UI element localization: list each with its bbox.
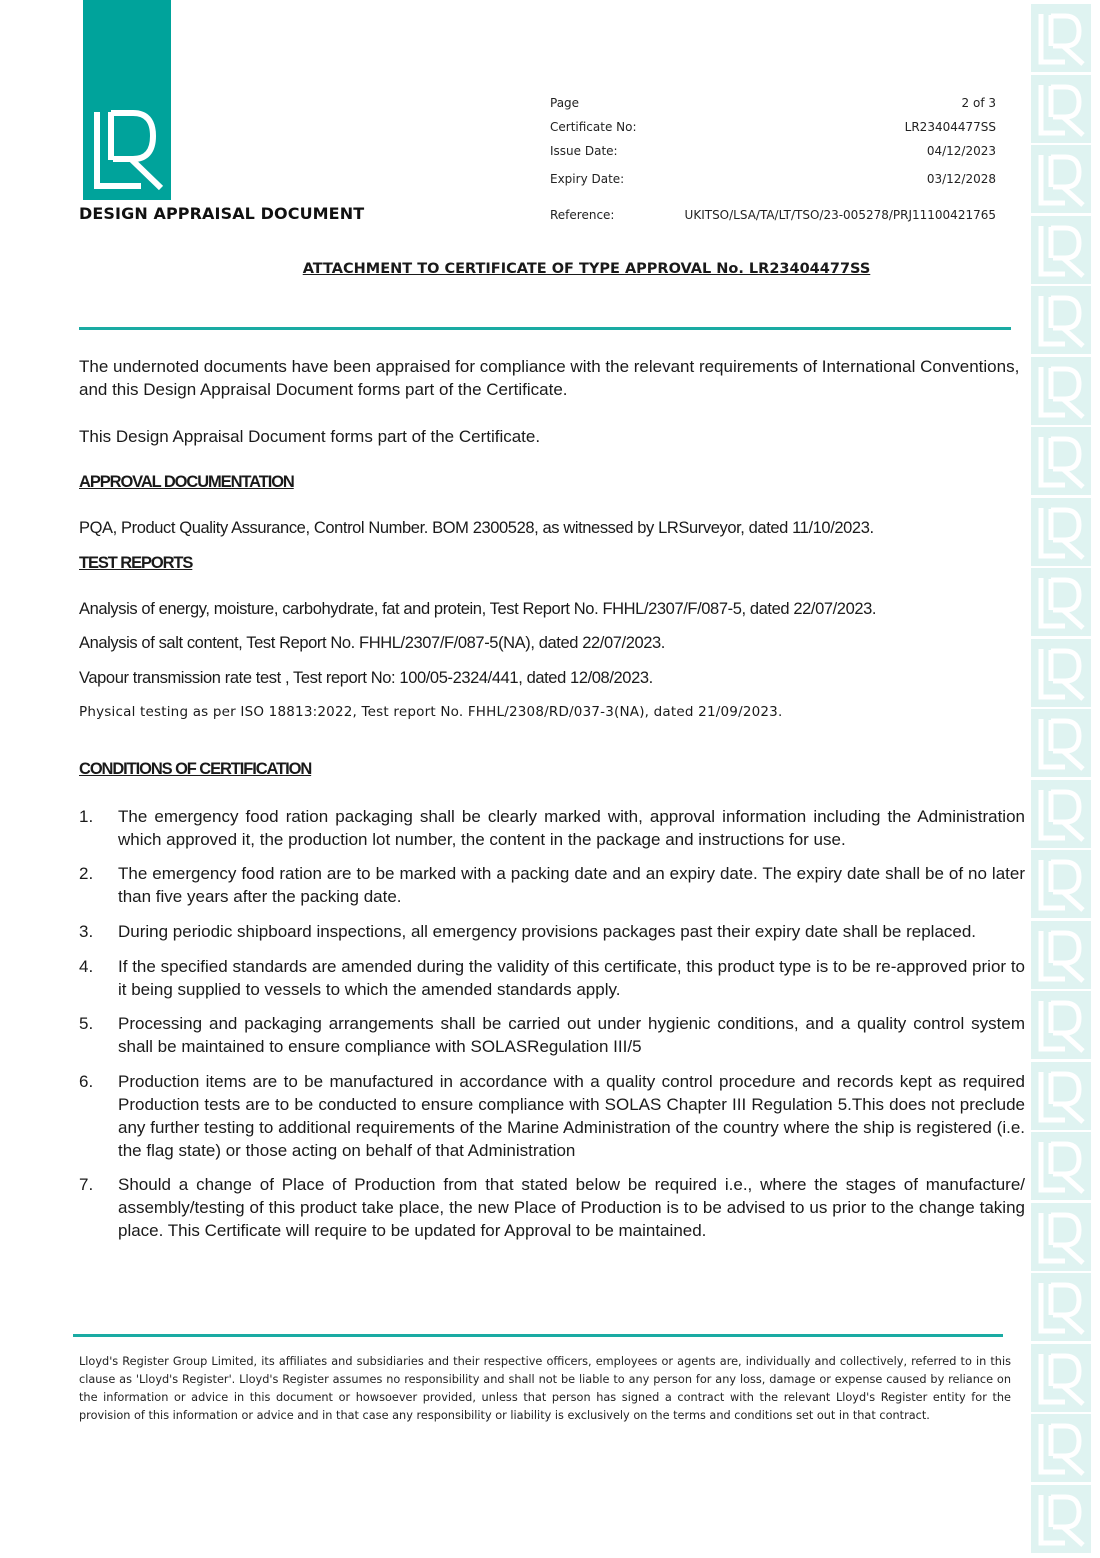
test-report-item: Physical testing as per ISO 18813:2022, Test report No. FHHL/2308/RD/037-3(NA), dated 21/09/2023.	[79, 704, 783, 720]
lr-watermark-icon	[1031, 216, 1091, 284]
page-value: 2 of 3	[961, 96, 996, 110]
certificate-no-label: Certificate No:	[550, 120, 637, 134]
condition-item	[79, 1012, 1025, 1058]
lr-watermark-icon	[1031, 1203, 1091, 1271]
approval-document-item: PQA, Product Quality Assurance, Control Number. BOM 2300528, as witnessed by LRSurveyor, dated 11/10/2023.	[79, 519, 874, 537]
condition-text: The emergency food ration packaging shall be clearly marked with, approval information including the Administration which approved it, the production lot number, the content in the package and instructions for use.	[118, 807, 1025, 849]
lr-watermark-icon	[1031, 1273, 1091, 1341]
lloyds-register-logo	[83, 0, 171, 200]
footer-divider	[73, 1334, 1003, 1337]
condition-number: 5.	[79, 1014, 94, 1033]
expiry-date-value: 03/12/2028	[926, 172, 996, 186]
reference-label: Reference:	[550, 208, 615, 222]
condition-item	[79, 920, 1025, 943]
lr-watermark-icon	[1031, 639, 1091, 707]
condition-number: 2.	[79, 864, 94, 883]
lr-watermark-icon	[1031, 286, 1091, 354]
lr-watermark-icon	[1031, 4, 1091, 72]
lr-watermark-icon	[1031, 991, 1091, 1059]
lr-watermark-icon	[1031, 850, 1091, 918]
condition-text: Processing and packaging arrangements shall be carried out under hygienic conditions, and a quality control system shall be maintained to ensure compliance with SOLASRegulation III/5	[118, 1014, 1025, 1056]
lr-watermark-icon	[1031, 568, 1091, 636]
lr-watermark-icon	[1031, 1132, 1091, 1200]
condition-item	[79, 805, 1025, 851]
page-label: Page	[550, 96, 580, 110]
test-reports-heading: TEST REPORTS	[79, 554, 193, 572]
lr-watermark-icon	[1031, 75, 1091, 143]
lr-watermark-icon	[1031, 498, 1091, 566]
lr-monogram-icon	[83, 0, 171, 200]
condition-number: 6.	[79, 1072, 94, 1091]
watermark-strip	[1031, 0, 1091, 1556]
lr-watermark-icon	[1031, 1414, 1091, 1482]
test-report-item: Analysis of salt content, Test Report No. FHHL/2307/F/087-5(NA), dated 22/07/2023.	[79, 634, 665, 652]
lr-watermark-icon	[1031, 780, 1091, 848]
test-report-item: Vapour transmission rate test , Test report No: 100/05-2324/441, dated 12/08/2023.	[79, 669, 653, 687]
condition-item	[79, 1173, 1025, 1242]
attachment-title: ATTACHMENT TO CERTIFICATE OF TYPE APPROVAL No. LR23404477SS	[302, 261, 871, 277]
lr-watermark-icon	[1031, 427, 1091, 495]
intro-paragraph-2: This Design Appraisal Document forms part of the Certificate.	[79, 427, 541, 446]
intro-paragraph: The undernoted documents have been appraised for compliance with the relevant requirements of International Conventions, and this Design Appraisal Document forms part of the Certificate.	[79, 357, 1020, 399]
condition-text: If the specified standards are amended during the validity of this certificate, this product type is to be re-approved prior to it being supplied to vessels to which the amended standards apply.	[118, 957, 1025, 999]
lr-watermark-icon	[1031, 709, 1091, 777]
lr-watermark-icon	[1031, 145, 1091, 213]
condition-number: 3.	[79, 922, 94, 941]
condition-number: 7.	[79, 1175, 94, 1194]
condition-item	[79, 1070, 1025, 1162]
lr-watermark-icon	[1031, 1062, 1091, 1130]
disclaimer-text: Lloyd's Register Group Limited, its affiliates and subsidiaries and their respective officers, employees or agents are, individually and collectively, referred to in this clause as 'Lloyd's Register'. Lloyd's Register assumes no responsibility and shall not be liable to any person for any loss, damage or expense caused by reliance on the information or advice in this document or howsoever provided, unless that person has signed a contract with the relevant Lloyd's Register entity for the provision of this information or advice and in that case any responsibility or liability is exclusively on the terms and conditions set out in that contract.	[79, 1355, 1011, 1422]
condition-item	[79, 862, 1025, 908]
reference-value: UKITSO/LSA/TA/LT/TSO/23-005278/PRJ11100421765	[684, 208, 996, 222]
document-type-label: DESIGN APPRAISAL DOCUMENT	[79, 204, 365, 223]
condition-text: Should a change of Place of Production from that stated below be required i.e., where the stages of manufacture/ assembly/testing of this product take place, the new Place of Production is to be advised to us prior to the change taking place. This Certificate will require to be updated for Approval to be maintained.	[118, 1175, 1025, 1240]
condition-number: 4.	[79, 957, 94, 976]
approval-documentation-heading: APPROVAL DOCUMENTATION	[79, 473, 294, 491]
header-divider	[79, 327, 1011, 330]
lr-watermark-icon	[1031, 1344, 1091, 1412]
issue-date-value: 04/12/2023	[926, 144, 996, 158]
lr-watermark-icon	[1031, 921, 1091, 989]
condition-number: 1.	[79, 807, 94, 826]
condition-item	[79, 955, 1025, 1001]
issue-date-label: Issue Date:	[550, 144, 618, 158]
lr-watermark-icon	[1031, 1485, 1091, 1553]
conditions-heading: CONDITIONS OF CERTIFICATION	[79, 760, 312, 778]
expiry-date-label: Expiry Date:	[550, 172, 625, 186]
certificate-no-value: LR23404477SS	[904, 120, 996, 134]
condition-text: Production items are to be manufactured in accordance with a quality control procedure and records kept as required Production tests are to be conducted to ensure compliance with SOLAS Chapter III Regulation 5.This does not preclude any further testing to additional requirements of the Marine Administration of the country where the ship is registered (i.e. the flag state) or those acting on behalf of that Administration	[118, 1072, 1025, 1160]
condition-text: The emergency food ration are to be marked with a packing date and an expiry date. The expiry date shall be of no later than five years after the packing date.	[118, 864, 1025, 906]
lr-watermark-icon	[1031, 357, 1091, 425]
condition-text: During periodic shipboard inspections, all emergency provisions packages past their expiry date shall be replaced.	[118, 922, 977, 941]
test-report-item: Analysis of energy, moisture, carbohydrate, fat and protein, Test Report No. FHHL/2307/F/087-5, dated 22/07/2023.	[79, 600, 877, 618]
